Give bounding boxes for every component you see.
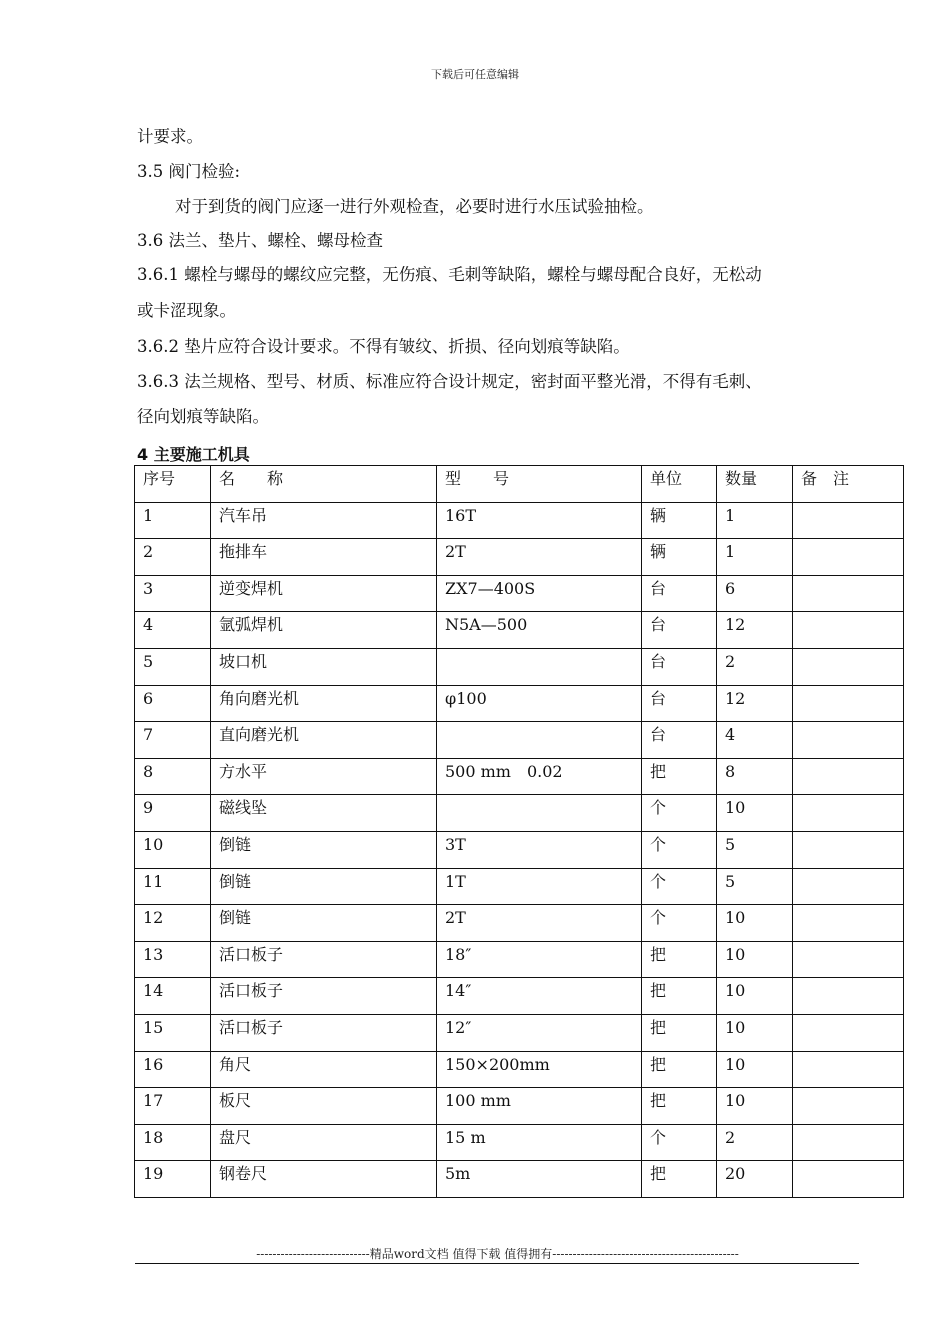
cell-model: 12″: [437, 1014, 642, 1051]
cell-unit: 辆: [642, 502, 717, 539]
cell-unit: 台: [642, 612, 717, 649]
cell-name: 倒链: [211, 868, 437, 905]
cell-quantity: 20: [717, 1161, 793, 1198]
cell-name: 坡口机: [211, 648, 437, 685]
header-cell-unit: 单位: [642, 466, 717, 503]
cell-name: 直向磨光机: [211, 722, 437, 759]
table-row: [135, 1088, 904, 1125]
cell-model: 2T: [437, 539, 642, 576]
cell-unit: 把: [642, 758, 717, 795]
cell-unit: 台: [642, 575, 717, 612]
cell-model: 100 mm: [437, 1088, 642, 1125]
cell-quantity: 10: [717, 1014, 793, 1051]
table-row: [135, 1161, 904, 1198]
header-cell-remarks: 备 注: [793, 466, 904, 503]
cell-remarks: [793, 502, 904, 539]
cell-remarks: [793, 868, 904, 905]
cell-name: 拖排车: [211, 539, 437, 576]
paragraph-line: 径向划痕等缺陷。: [137, 407, 269, 426]
paragraph-line: 3.6.1 螺栓与螺母的螺纹应完整，无伤痕、毛刺等缺陷，螺栓与螺母配合良好，无松动: [137, 265, 762, 284]
cell-index: 16: [135, 1051, 211, 1088]
table-row: [135, 758, 904, 795]
table-row: [135, 1014, 904, 1051]
cell-index: 4: [135, 612, 211, 649]
cell-remarks: [793, 1088, 904, 1125]
header-cell-index: 序号: [135, 466, 211, 503]
cell-index: 19: [135, 1161, 211, 1198]
cell-remarks: [793, 831, 904, 868]
table-row: [135, 941, 904, 978]
cell-model: ZX7—400S: [437, 575, 642, 612]
cell-remarks: [793, 1014, 904, 1051]
cell-unit: 台: [642, 648, 717, 685]
cell-quantity: 5: [717, 831, 793, 868]
cell-quantity: 2: [717, 1124, 793, 1161]
cell-quantity: 8: [717, 758, 793, 795]
cell-remarks: [793, 905, 904, 942]
table-row: [135, 539, 904, 576]
paragraph-line: 计要求。: [137, 127, 203, 146]
cell-unit: 台: [642, 685, 717, 722]
cell-index: 15: [135, 1014, 211, 1051]
footer-divider: [135, 1263, 859, 1264]
cell-name: 角尺: [211, 1051, 437, 1088]
cell-index: 10: [135, 831, 211, 868]
paragraph-line: 3.6.2 垫片应符合设计要求。不得有皱纹、折损、径向划痕等缺陷。: [137, 337, 630, 356]
cell-model: N5A—500: [437, 612, 642, 649]
table-row: [135, 905, 904, 942]
cell-model: [437, 722, 642, 759]
cell-index: 2: [135, 539, 211, 576]
cell-index: 17: [135, 1088, 211, 1125]
cell-unit: 把: [642, 1051, 717, 1088]
cell-name: 倒链: [211, 905, 437, 942]
cell-name: 磁线坠: [211, 795, 437, 832]
cell-model: 500 mm 0.02: [437, 758, 642, 795]
cell-unit: 把: [642, 978, 717, 1015]
cell-index: 18: [135, 1124, 211, 1161]
table-row: [135, 722, 904, 759]
cell-index: 7: [135, 722, 211, 759]
cell-model: 5m: [437, 1161, 642, 1198]
cell-index: 12: [135, 905, 211, 942]
header-cell-quantity: 数量: [717, 466, 793, 503]
cell-quantity: 12: [717, 612, 793, 649]
cell-name: 板尺: [211, 1088, 437, 1125]
cell-unit: 台: [642, 722, 717, 759]
cell-unit: 把: [642, 941, 717, 978]
table-row: [135, 612, 904, 649]
table-row: [135, 978, 904, 1015]
cell-index: 11: [135, 868, 211, 905]
cell-unit: 个: [642, 1124, 717, 1161]
table-row: [135, 648, 904, 685]
cell-remarks: [793, 539, 904, 576]
cell-index: 8: [135, 758, 211, 795]
cell-model: 16T: [437, 502, 642, 539]
cell-remarks: [793, 1161, 904, 1198]
cell-model: 2T: [437, 905, 642, 942]
cell-model: 18″: [437, 941, 642, 978]
table-row: [135, 868, 904, 905]
table-row: [135, 685, 904, 722]
cell-name: 汽车吊: [211, 502, 437, 539]
cell-quantity: 4: [717, 722, 793, 759]
cell-name: 活口板子: [211, 1014, 437, 1051]
cell-quantity: 1: [717, 539, 793, 576]
cell-name: 方水平: [211, 758, 437, 795]
cell-remarks: [793, 795, 904, 832]
cell-index: 13: [135, 941, 211, 978]
section-heading: 4 主要施工机具: [137, 445, 250, 464]
cell-name: 活口板子: [211, 941, 437, 978]
cell-unit: 把: [642, 1014, 717, 1051]
header-cell-model: 型 号: [437, 466, 642, 503]
header-cell-name: 名 称: [211, 466, 437, 503]
cell-remarks: [793, 575, 904, 612]
table-row: [135, 1124, 904, 1161]
cell-remarks: [793, 612, 904, 649]
cell-name: 角向磨光机: [211, 685, 437, 722]
cell-model: 150×200mm: [437, 1051, 642, 1088]
table-row: [135, 1051, 904, 1088]
paragraph-line: 对于到货的阀门应逐一进行外观检查，必要时进行水压试验抽检。: [175, 197, 654, 216]
cell-unit: 个: [642, 905, 717, 942]
cell-unit: 个: [642, 795, 717, 832]
cell-model: [437, 648, 642, 685]
page-header: 下载后可任意编辑: [431, 68, 519, 81]
cell-model: 14″: [437, 978, 642, 1015]
cell-model: 3T: [437, 831, 642, 868]
paragraph-line: 3.5 阀门检验:: [137, 162, 241, 181]
cell-quantity: 10: [717, 1088, 793, 1125]
cell-index: 9: [135, 795, 211, 832]
table-row: [135, 502, 904, 539]
cell-quantity: 1: [717, 502, 793, 539]
cell-quantity: 10: [717, 978, 793, 1015]
cell-remarks: [793, 1051, 904, 1088]
cell-remarks: [793, 685, 904, 722]
cell-remarks: [793, 722, 904, 759]
cell-quantity: 2: [717, 648, 793, 685]
cell-quantity: 10: [717, 941, 793, 978]
cell-index: 3: [135, 575, 211, 612]
cell-name: 盘尺: [211, 1124, 437, 1161]
cell-quantity: 12: [717, 685, 793, 722]
paragraph-line: 3.6 法兰、垫片、螺栓、螺母检查: [137, 231, 383, 250]
cell-remarks: [793, 758, 904, 795]
cell-model: [437, 795, 642, 832]
cell-index: 5: [135, 648, 211, 685]
cell-remarks: [793, 648, 904, 685]
paragraph-line: 3.6.3 法兰规格、型号、材质、标准应符合设计规定，密封面平整光滑，不得有毛刺、: [137, 372, 762, 391]
cell-index: 1: [135, 502, 211, 539]
cell-unit: 辆: [642, 539, 717, 576]
cell-remarks: [793, 1124, 904, 1161]
cell-model: 15 m: [437, 1124, 642, 1161]
cell-index: 14: [135, 978, 211, 1015]
cell-name: 逆变焊机: [211, 575, 437, 612]
cell-quantity: 5: [717, 868, 793, 905]
tools-table: [134, 465, 904, 1198]
cell-quantity: 10: [717, 795, 793, 832]
cell-name: 氩弧焊机: [211, 612, 437, 649]
table-row: [135, 575, 904, 612]
cell-name: 钢卷尺: [211, 1161, 437, 1198]
paragraph-line: 或卡涩现象。: [137, 301, 236, 320]
cell-index: 6: [135, 685, 211, 722]
cell-quantity: 10: [717, 905, 793, 942]
page-footer: ----------------------------精品word文档 值得下载 值得拥有----------------------------------------------: [256, 1247, 739, 1261]
cell-name: 倒链: [211, 831, 437, 868]
cell-quantity: 10: [717, 1051, 793, 1088]
cell-unit: 个: [642, 868, 717, 905]
cell-remarks: [793, 978, 904, 1015]
cell-model: 1T: [437, 868, 642, 905]
cell-remarks: [793, 941, 904, 978]
cell-unit: 把: [642, 1161, 717, 1198]
cell-unit: 把: [642, 1088, 717, 1125]
table-row: [135, 831, 904, 868]
cell-unit: 个: [642, 831, 717, 868]
table-row: [135, 795, 904, 832]
cell-name: 活口板子: [211, 978, 437, 1015]
cell-quantity: 6: [717, 575, 793, 612]
cell-model: φ100: [437, 685, 642, 722]
table-header-row: [135, 466, 904, 503]
